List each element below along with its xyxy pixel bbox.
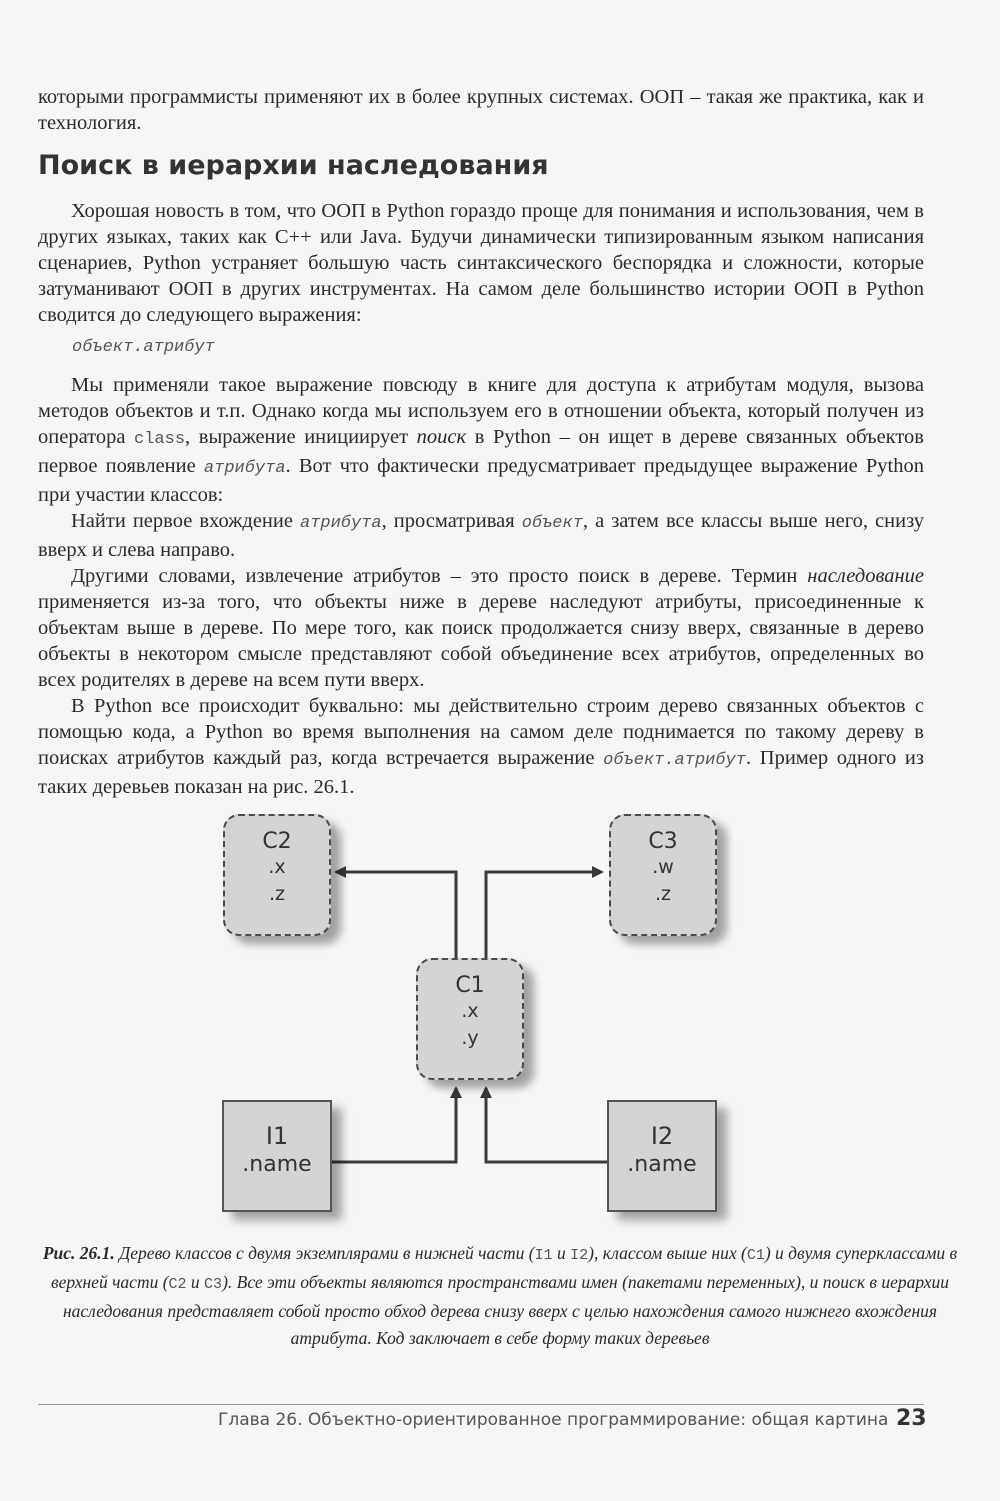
arrow-c1-to-c3: [486, 872, 602, 958]
p3-text-b: , просматривая: [381, 510, 522, 532]
class-box-c3: [609, 814, 717, 936]
c3-attr-z: .z: [654, 883, 671, 905]
i1-attr-name: .name: [242, 1152, 312, 1177]
caption-t4: ) и двумя суперклассами в верхней части (: [50, 1243, 958, 1292]
p2-text-a: Мы применяли такое выражение повсюду в книге для доступа к атрибутам модуля, вызова методов объектов и т.п. Однако когда мы используем его в отношении объекта, который получен из оператора: [38, 374, 924, 448]
class-box-c2: [223, 814, 331, 936]
paragraph-1-text: Хорошая новость в том, что ООП в Python гораздо проще для понимания и использования, чем в других языках, таких как С++ или Java. Будучи динамически типизированным языком написания сценариев, Python устраняет большую часть синтаксического беспорядка и сложности, которые затуманивают ООП в других инструментах. На самом деле большинство истории ООП в Python сводится до следующего выражения:: [38, 200, 924, 326]
intro-paragraph: [38, 84, 924, 136]
p2-text-b: , выражение инициирует: [185, 426, 417, 448]
page-number: 23: [896, 1406, 927, 1431]
p4-text-a: Другими словами, извлечение атрибутов – это просто поиск в дереве. Термин: [71, 565, 808, 587]
paragraphs-body: [38, 372, 924, 800]
caption-t3: ), классом выше них (: [588, 1243, 747, 1263]
i1-title: I1: [265, 1122, 289, 1150]
footer-chapter-title: Глава 26. Объектно-ориентированное программирование: общая картина: [218, 1410, 889, 1430]
caption-m3: C1: [746, 1247, 765, 1264]
p2-text-d: . Вот что фактически предусматривает предыдущее выражение Python при участии классов:: [38, 455, 924, 506]
instance-box-i2: [607, 1100, 717, 1212]
arrow-c1-to-c2: [336, 872, 456, 958]
caption-t1: Дерево классов с двумя экземплярами в нижней части (: [114, 1243, 535, 1263]
c3-title: C3: [648, 829, 678, 854]
c2-title: C2: [262, 829, 292, 854]
figure-caption: [40, 1240, 960, 1352]
c2-attr-z: .z: [268, 883, 285, 905]
c1-title: C1: [455, 973, 485, 998]
caption-m2: I2: [570, 1247, 589, 1264]
paragraph-4: [38, 563, 924, 693]
caption-t6: ). Все эти объекты являются пространствами имен (пакетами переменных), и поиск в иерархии наследования представляет собой просто обход дерева снизу вверх с целью нахождения самого нижнего вхождения атрибута. Код заключает в себе форму таких деревьев: [62, 1272, 950, 1348]
caption-m5: C3: [204, 1276, 223, 1293]
code-expression: объект.атрибут: [72, 338, 215, 357]
c1-attr-x: .x: [461, 1000, 479, 1022]
i2-title: I2: [650, 1122, 674, 1150]
footer-divider: [38, 1404, 924, 1405]
c3-attr-w: .w: [652, 856, 674, 878]
paragraph-5: [38, 693, 924, 800]
arrow-i2-to-c1: [486, 1088, 607, 1162]
p3-text-c: , а затем все классы выше него, снизу вверх и слева направо.: [38, 510, 924, 561]
i2-attr-name: .name: [627, 1152, 697, 1177]
caption-label: Рис. 26.1.: [42, 1243, 115, 1263]
p2-italic-search: поиск: [416, 426, 467, 448]
paragraph-1: [38, 198, 924, 328]
p5-text-b: . Пример одного из таких деревьев показан на рис. 26.1.: [38, 747, 924, 798]
paragraph-3: [38, 508, 924, 563]
caption-m4: C2: [168, 1276, 187, 1293]
p4-italic-inheritance: наследование: [807, 565, 924, 587]
p3-mono-object: объект: [521, 514, 583, 533]
class-box-c1: [416, 958, 524, 1080]
paragraph-2: [38, 372, 924, 508]
c1-attr-y: .y: [461, 1027, 479, 1049]
caption-t2: и: [552, 1243, 571, 1263]
p5-text-a: В Python все происходит буквально: мы действительно строим дерево связанных объектов с помощью кода, а Python во время выполнения на самом деле поднимается по такому дереву в поисках атрибутов каждый раз, когда встречается выражение: [38, 695, 924, 769]
c2-attr-x: .x: [268, 856, 286, 878]
caption-t5: и: [186, 1272, 205, 1292]
instance-box-i1: [222, 1100, 332, 1212]
p3-mono-attribute: атрибута: [300, 514, 382, 533]
intro-text: которыми программисты применяют их в более крупных системах. ООП – такая же практика, как и технология.: [38, 86, 924, 134]
arrow-i1-to-c1: [331, 1088, 456, 1162]
class-tree-figure: [0, 800, 1000, 1240]
p4-text-b: применяется из-за того, что объекты ниже в дереве наследуют атрибуты, присоединенные к объектам выше в дереве. По мере того, как поиск продолжается снизу вверх, связанные в дерево объекты в некотором смысле представляют собой объединение всех атрибутов, определенных во всех родителях в дереве на всем пути вверх.: [38, 591, 924, 691]
p2-mono-attribute: атрибута: [203, 459, 286, 478]
p2-code-class: class: [134, 430, 186, 449]
p5-mono-expression: объект.атрибут: [603, 751, 746, 770]
section-heading: Поиск в иерархии наследования: [38, 150, 549, 181]
caption-m1: I1: [534, 1247, 553, 1264]
p3-text-a: Найти первое вхождение: [71, 510, 300, 532]
p2-text-c: в Python – он ищет в дереве связанных объектов первое появление: [38, 426, 924, 477]
